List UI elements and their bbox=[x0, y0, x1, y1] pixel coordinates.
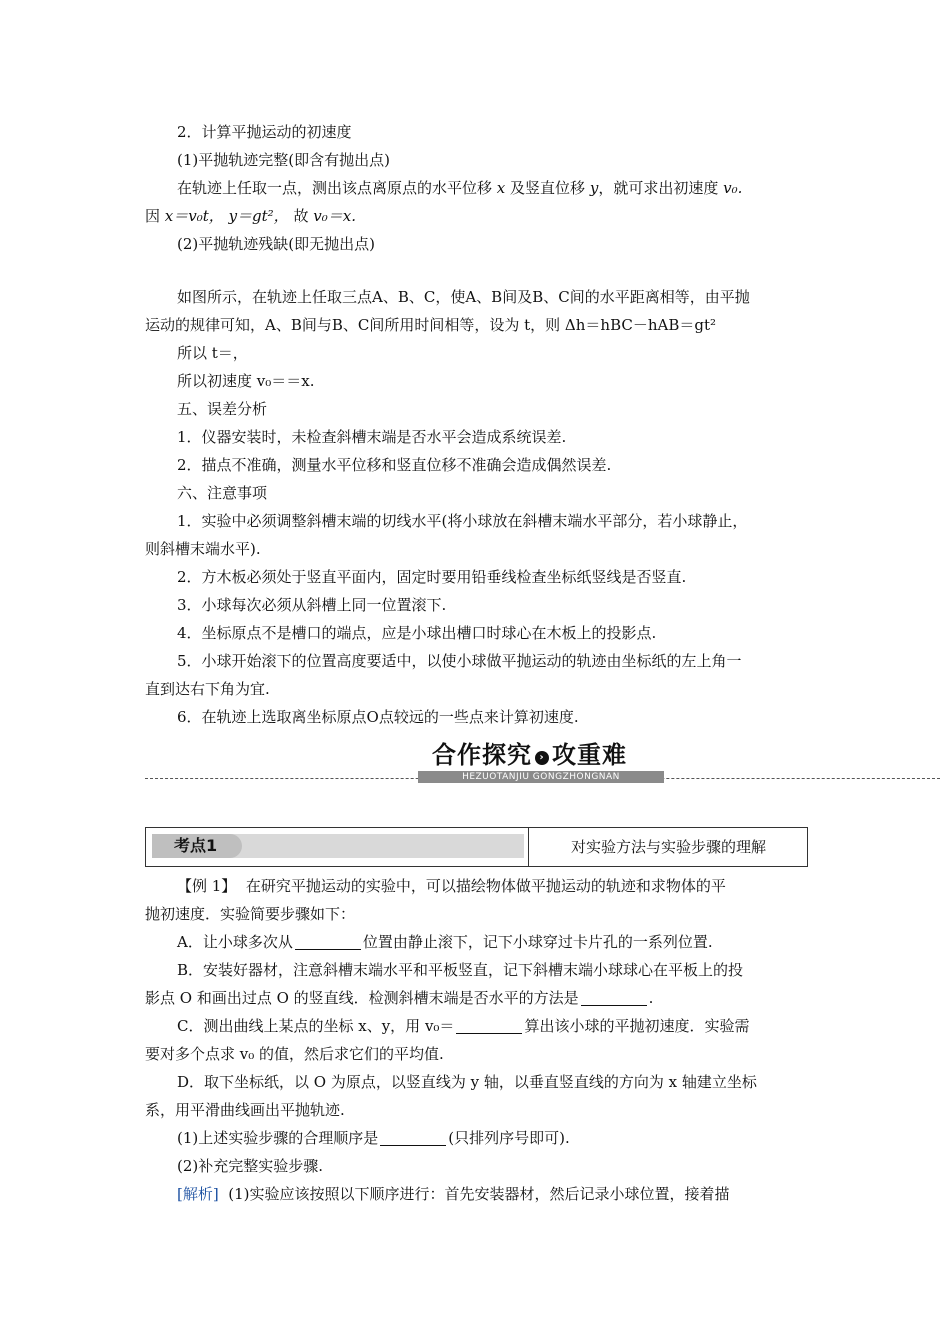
text-run: (1)上述实验步骤的合理顺序是 bbox=[177, 1129, 379, 1147]
var-v0: v₀. bbox=[723, 179, 743, 197]
paragraph-line: 如图所示，在轨迹上任取三点A、B、C，使A、B间及B、C间的水平距离相等，由平抛 bbox=[177, 288, 750, 306]
list-item-continued: 则斜槽末端水平). bbox=[145, 540, 261, 558]
step-d: D．取下坐标纸，以 O 为原点，以竖直线为 y 轴，以垂直竖直线的方向为 x 轴建立坐标 bbox=[177, 1073, 757, 1091]
equation: y＝gt²， bbox=[228, 207, 289, 225]
paragraph-line: 所以初速度 v₀＝＝x. bbox=[177, 372, 315, 390]
var-x: x bbox=[496, 179, 506, 197]
paragraph-line: 运动的规律可知，A、B间与B、C间所用时间相等，设为 t，则 Δh＝hBC－hAB＝gt² bbox=[145, 316, 717, 334]
text-run: (只排列序号即可). bbox=[448, 1129, 570, 1147]
keypoint-badge-area bbox=[146, 828, 528, 866]
text-run: . bbox=[648, 989, 654, 1007]
arrow-icon: › bbox=[535, 751, 549, 765]
example-line: 抛初速度．实验简要步骤如下： bbox=[145, 905, 356, 923]
answer-blank[interactable] bbox=[295, 935, 361, 950]
text-run: (1)实验应该按照以下顺序进行：首先安装器材，然后记录小球位置，接着描 bbox=[228, 1185, 730, 1203]
answer-blank[interactable] bbox=[581, 991, 647, 1006]
var-y: y bbox=[589, 179, 599, 197]
list-item: 5．小球开始滚下的位置高度要适中，以使小球做平抛运动的轨迹由坐标纸的左上角一 bbox=[177, 652, 742, 670]
step-b: B．安装好器材，注意斜槽末端水平和平板竖直，记下斜槽末端小球球心在平板上的投 bbox=[177, 961, 744, 979]
example-tag: 【例 1】 bbox=[177, 877, 237, 895]
keypoint-box bbox=[145, 827, 808, 867]
text-run: 位置由静止滚下，记下小球穿过卡片孔的一系列位置. bbox=[362, 933, 713, 951]
section-heading: 2．计算平抛运动的初速度 bbox=[177, 123, 352, 141]
step-d-continued: 系，用平滑曲线画出平抛轨迹. bbox=[145, 1101, 345, 1119]
step-a bbox=[177, 932, 713, 952]
case-2-heading: (2)平抛轨迹残缺(即无抛出点) bbox=[177, 235, 375, 253]
text-run: 故 bbox=[293, 207, 309, 225]
text-run: 在研究平抛运动的实验中，可以描绘物体做平抛运动的轨迹和求物体的平 bbox=[245, 877, 726, 895]
text-run: 在轨迹上任取一点，测出该点离原点的水平位移 bbox=[177, 179, 493, 197]
list-item: 1．实验中必须调整斜槽末端的切线水平(将小球放在斜槽末端水平部分，若小球静止， bbox=[177, 512, 748, 530]
answer-blank[interactable] bbox=[456, 1019, 522, 1034]
text-run: 及竖直位移 bbox=[510, 179, 586, 197]
banner-title-part: 合作探究 bbox=[432, 741, 532, 769]
text-run: A．让小球多次从 bbox=[177, 933, 293, 951]
text-run: 影点 O 和画出过点 O 的竖直线．检测斜槽末端是否水平的方法是 bbox=[145, 989, 579, 1007]
keypoint-badge-bar bbox=[152, 834, 524, 858]
list-item: 1．仪器安装时，未检查斜槽末端是否水平会造成系统误差. bbox=[177, 428, 567, 446]
section-heading: 六、注意事项 bbox=[177, 484, 268, 502]
keypoint-tag: 考点1 bbox=[152, 834, 242, 858]
step-c bbox=[177, 1016, 749, 1036]
step-c-continued: 要对多个点求 v₀ 的值，然后求它们的平均值. bbox=[145, 1045, 444, 1063]
text-run: C．测出曲线上某点的坐标 x、y，用 v₀＝ bbox=[177, 1017, 455, 1035]
banner-title bbox=[432, 735, 627, 770]
section-heading: 五、误差分析 bbox=[177, 400, 268, 418]
list-item: 2．描点不准确，测量水平位移和竖直位移不准确会造成偶然误差. bbox=[177, 456, 612, 474]
list-item: 4．坐标原点不是槽口的端点，应是小球出槽口时球心在木板上的投影点. bbox=[177, 624, 657, 642]
keypoint-divider bbox=[528, 828, 529, 866]
list-item: 6．在轨迹上选取离坐标原点O点较远的一些点来计算初速度. bbox=[177, 708, 579, 726]
text-run: 因 bbox=[145, 207, 161, 225]
step-b-continued bbox=[145, 988, 653, 1008]
question-1 bbox=[177, 1128, 570, 1148]
equation: v₀＝x. bbox=[313, 207, 356, 225]
list-item: 2．方木板必须处于竖直平面内，固定时要用铅垂线检查坐标纸竖线是否竖直. bbox=[177, 568, 687, 586]
paragraph-line bbox=[145, 206, 356, 226]
keypoint-label: 对实验方法与实验步骤的理解 bbox=[570, 838, 766, 856]
banner-title-part: 攻重难 bbox=[552, 741, 627, 769]
analysis-line bbox=[177, 1184, 730, 1204]
text-run: ，就可求出初速度 bbox=[598, 179, 719, 197]
question-2: (2)补充完整实验步骤. bbox=[177, 1157, 324, 1175]
example-line bbox=[177, 876, 726, 896]
list-item-continued: 直到达右下角为宜. bbox=[145, 680, 270, 698]
equation: x＝v₀t， bbox=[164, 207, 224, 225]
paragraph-line: 所以 t＝， bbox=[177, 344, 248, 362]
banner-subtitle: HEZUOTANJIU GONGZHONGNAN bbox=[418, 771, 664, 783]
analysis-tag: [解析] bbox=[177, 1185, 219, 1203]
case-1-heading: (1)平抛轨迹完整(即含有抛出点) bbox=[177, 151, 390, 169]
answer-blank[interactable] bbox=[380, 1131, 446, 1146]
paragraph-line bbox=[177, 178, 742, 198]
list-item: 3．小球每次必须从斜槽上同一位置滚下. bbox=[177, 596, 447, 614]
text-run: 算出该小球的平抛初速度．实验需 bbox=[524, 1017, 750, 1035]
